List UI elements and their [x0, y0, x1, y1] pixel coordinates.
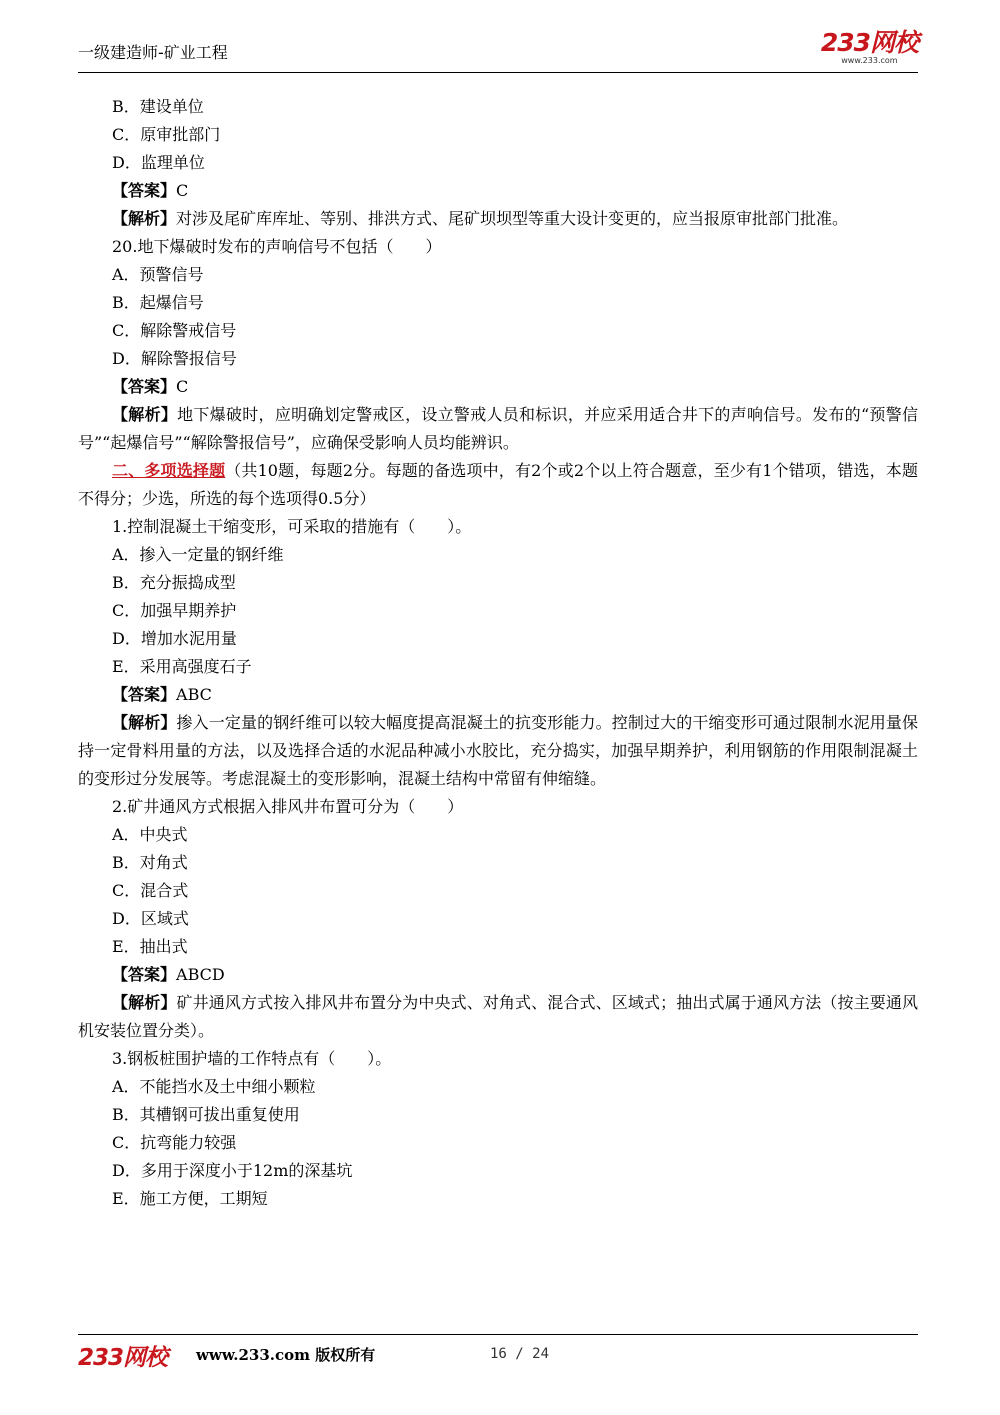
analysis-text: 地下爆破时，应明确划定警戒区，设立警戒人员和标识，并应采用适合井下的声响信号。发布的“预警信号”“起爆信号”“解除警报信号”，应确保受影响人员均能辨识。: [78, 405, 918, 452]
brand-logo: [821, 30, 918, 65]
answer-label: 【答案】: [112, 685, 177, 704]
logo-url: www.233.com: [841, 56, 898, 65]
section-heading: [78, 457, 918, 513]
answer-line: [78, 681, 918, 709]
section-description: （共10题，每题2分。每题的备选项中，有2个或2个以上符合题意，至少有1个错项，错选，本题不得分；少选，所选的每个选项得0.5分）: [78, 461, 918, 508]
option-line: C．原审批部门: [112, 125, 221, 144]
answer-value: C: [176, 181, 189, 200]
option-line: A．预警信号: [112, 265, 204, 284]
option-line: D．区域式: [112, 909, 189, 928]
question-stem: 2.矿井通风方式根据入排风井布置可分为（ ）: [112, 797, 464, 816]
option-line: D．增加水泥用量: [112, 629, 237, 648]
footer-copyright: www.233.com 版权所有: [196, 1346, 376, 1364]
document-body: [78, 93, 918, 1213]
header-title: 一级建造师-矿业工程: [78, 43, 228, 62]
analysis-paragraph: [78, 989, 918, 1045]
option-line: B．充分振捣成型: [112, 573, 236, 592]
option-line: B．对角式: [112, 853, 188, 872]
option-line: E．采用高强度石子: [112, 657, 252, 676]
footer-divider: [78, 1334, 918, 1335]
option-line: B．其槽钢可拔出重复使用: [112, 1105, 300, 1124]
option-line: B．建设单位: [112, 97, 204, 116]
option-line: C．加强早期养护: [112, 601, 237, 620]
option-line: E．施工方便，工期短: [112, 1189, 268, 1208]
answer-value: ABC: [176, 685, 212, 704]
option-line: C．抗弯能力较强: [112, 1133, 237, 1152]
section-title[interactable]: 二、多项选择题: [112, 461, 226, 480]
header-divider: [78, 72, 918, 73]
logo-text: 233网校: [820, 28, 918, 57]
answer-line: [78, 177, 918, 205]
option-line: E．抽出式: [112, 937, 188, 956]
analysis-text: 掺入一定量的钢纤维可以较大幅度提高混凝土的抗变形能力。控制过大的干缩变形可通过限制水泥用量保持一定骨料用量的方法，以及选择合适的水泥品种减小水胶比，充分捣实，加强早期养护，利用钢筋的作用限制混凝土的变形过分发展等。考虑混凝土的变形影响，混凝土结构中常留有伸缩缝。: [78, 713, 918, 788]
question-stem: 3.钢板桩围护墙的工作特点有（ ）。: [112, 1049, 392, 1068]
option-line: D．监理单位: [112, 153, 205, 172]
page-number: 16 / 24: [490, 1346, 550, 1362]
answer-label: 【答案】: [112, 965, 177, 984]
option-line: B．起爆信号: [112, 293, 204, 312]
answer-line: [78, 961, 918, 989]
analysis-label: 【解析】: [112, 713, 177, 732]
analysis-label: 【解析】: [112, 405, 178, 424]
option-line: A．不能挡水及土中细小颗粒: [112, 1077, 316, 1096]
option-line: C．混合式: [112, 881, 189, 900]
answer-value: ABCD: [176, 965, 225, 984]
option-line: D．解除警报信号: [112, 349, 237, 368]
answer-label: 【答案】: [112, 377, 177, 396]
answer-line: [78, 373, 918, 401]
footer-logo: 233网校: [78, 1345, 168, 1371]
analysis-paragraph: [78, 709, 918, 793]
analysis-label: 【解析】: [112, 209, 177, 228]
analysis-label: 【解析】: [112, 993, 177, 1012]
page-footer: [78, 1339, 918, 1369]
option-line: A．中央式: [112, 825, 188, 844]
analysis-text: 对涉及尾矿库库址、等别、排洪方式、尾矿坝坝型等重大设计变更的，应当报原审批部门批准。: [176, 209, 849, 228]
analysis-paragraph: [78, 205, 918, 233]
page-header: [78, 30, 918, 74]
analysis-text: 矿井通风方式按入排风井布置分为中央式、对角式、混合式、区域式；抽出式属于通风方法（按主要通风机安装位置分类）。: [78, 993, 918, 1040]
option-line: A．掺入一定量的钢纤维: [112, 545, 284, 564]
option-line: D．多用于深度小于12m的深基坑: [112, 1161, 353, 1180]
answer-value: C: [176, 377, 189, 396]
question-stem: 20.地下爆破时发布的声响信号不包括（ ）: [112, 237, 442, 256]
option-line: C．解除警戒信号: [112, 321, 237, 340]
analysis-paragraph: [78, 401, 918, 457]
question-stem: 1.控制混凝土干缩变形，可采取的措施有（ ）。: [112, 517, 472, 536]
answer-label: 【答案】: [112, 181, 177, 200]
